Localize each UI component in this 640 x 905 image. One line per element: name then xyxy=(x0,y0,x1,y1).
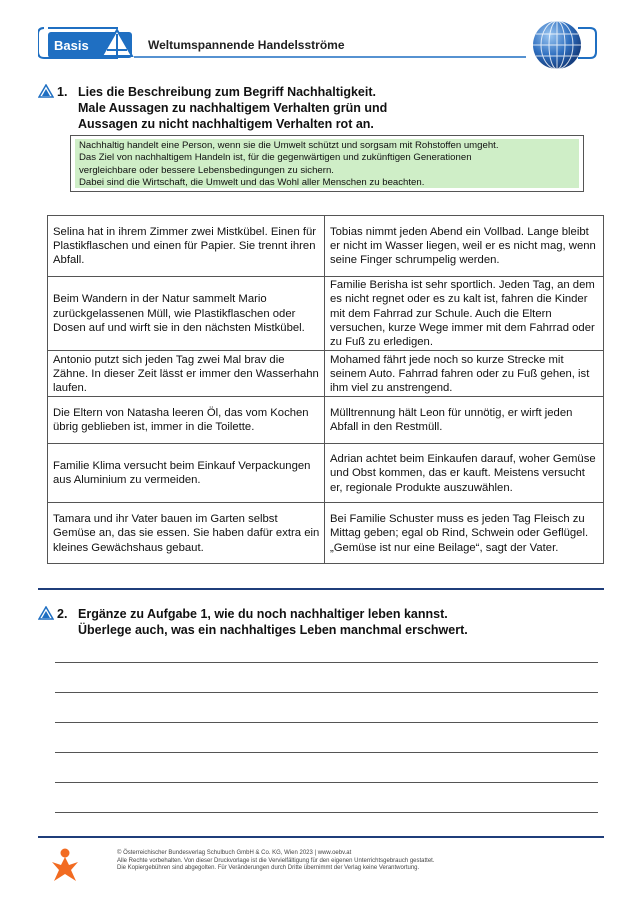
answer-line[interactable] xyxy=(55,692,598,693)
task-1-instructions xyxy=(78,84,598,132)
footer-divider xyxy=(38,836,604,838)
statement-cell[interactable]: Familie Klima versucht beim Einkauf Verpackungen aus Aluminium zu vermeiden. xyxy=(48,444,325,503)
answer-line[interactable] xyxy=(55,722,598,723)
statement-cell[interactable]: Mohamed fährt jede noch so kurze Strecke mit seinem Auto. Fahrrad fahren oder zu Fuß gehen, ist ihm viel zu anstrengend. xyxy=(325,351,604,397)
footer-line: © Österreichischer Bundesverlag Schulbuch GmbH & Co. KG, Wien 2023 | www.oebv.at xyxy=(117,850,352,856)
definition-line: Das Ziel von nachhaltigem Handeln ist, für die gegenwärtigen und zukünftigen Generationen xyxy=(79,152,472,164)
statement-cell[interactable]: Mülltrennung hält Leon für unnötig, er wirft jeden Abfall in den Restmüll. xyxy=(325,397,604,444)
task-1-number: 1. xyxy=(57,85,68,99)
table-row xyxy=(48,444,604,503)
definition-box xyxy=(70,135,584,192)
statement-cell[interactable]: Adrian achtet beim Einkaufen darauf, woher Gemüse und Obst kommen, das er kauft. Meistens versucht er, regionale Produkte auszuwählen. xyxy=(325,444,604,503)
answer-line[interactable] xyxy=(55,662,598,663)
answer-line[interactable] xyxy=(55,752,598,753)
definition-text xyxy=(75,139,579,188)
difficulty-triangle-icon xyxy=(38,84,54,98)
statement-cell[interactable]: Bei Familie Schuster muss es jeden Tag Fleisch zu Mittag geben; egal ob Rind, Schwein oder Geflügel. „Gemüse ist nur eine Beilage“, sagt der Vater. xyxy=(325,503,604,564)
definition-line: Dabei sind die Wirtschaft, die Umwelt und das Wohl aller Menschen zu beachten. xyxy=(79,176,425,188)
task-line: Ergänze zu Aufgabe 1, wie du noch nachhaltiger leben kannst. xyxy=(78,607,448,621)
basis-triangle-icon xyxy=(100,28,134,58)
task-2-instructions xyxy=(78,606,598,638)
task-2-number: 2. xyxy=(57,607,68,621)
statement-cell[interactable]: Selina hat in ihrem Zimmer zwei Mistkübel. Einen für Plastikflaschen und einen für Papier. Sie trennt ihren Abfall. xyxy=(48,216,325,277)
publisher-logo-icon xyxy=(50,848,80,884)
answer-line[interactable] xyxy=(55,812,598,813)
table-row xyxy=(48,277,604,351)
globe-icon xyxy=(531,19,583,71)
statement-cell[interactable]: Beim Wandern in der Natur sammelt Mario zurückgelassenen Müll, wie Plastikflaschen oder Dosen auf und wirft sie in den nächsten Mistkübel. xyxy=(48,277,325,351)
statement-cell[interactable]: Tamara und ihr Vater bauen im Garten selbst Gemüse an, das sie essen. Sie haben dafür extra ein kleines Gewächshaus gebaut. xyxy=(48,503,325,564)
footer-line: Die Kopiergebühren sind abgegolten. Für Veränderungen durch Dritte übernimmt der Verlag keine Verantwortung. xyxy=(117,865,420,872)
table-row xyxy=(48,503,604,564)
statement-cell[interactable]: Antonio putzt sich jeden Tag zwei Mal brav die Zähne. In dieser Zeit lässt er immer den Wasserhahn laufen. xyxy=(48,351,325,397)
statement-cell[interactable]: Tobias nimmt jeden Abend ein Vollbad. Lange bleibt er nicht im Wasser liegen, weil er es nicht mag, wenn seine Finger schrumpelig werden. xyxy=(325,216,604,277)
footer-line: Alle Rechte vorbehalten. Von dieser Druckvorlage ist die Vervielfältigung für den eigenen Unterrichtsgebrauch gestattet. xyxy=(117,857,435,864)
definition-line: vergleichbare oder bessere Lebensbedingungen zu sichern. xyxy=(79,164,334,176)
table-row xyxy=(48,351,604,397)
task-line: Lies die Beschreibung zum Begriff Nachhaltigkeit. xyxy=(78,85,376,99)
section-divider xyxy=(38,588,604,590)
task-line: Aussagen zu nicht nachhaltigem Verhalten rot an. xyxy=(78,117,374,131)
table-row xyxy=(48,397,604,444)
level-badge-label: Basis xyxy=(54,38,89,53)
table-row xyxy=(48,216,604,277)
page-title: Weltumspannende Handelsströme xyxy=(148,38,345,52)
statement-cell[interactable]: Familie Berisha ist sehr sportlich. Jeden Tag, an dem es nicht regnet oder es zu kalt ist, fahren die Kinder mit dem Fahrrad zur Schule. Auch die Eltern versuchen, kurze Wege immer mit dem Fahrrad oder zu Fuß zu erledigen. xyxy=(325,277,604,351)
footer-copyright xyxy=(117,850,435,873)
statement-cell[interactable]: Die Eltern von Natasha leeren Öl, das vom Kochen übrig geblieben ist, immer in die Toilette. xyxy=(48,397,325,444)
statements-table xyxy=(47,215,604,564)
task-line: Male Aussagen zu nachhaltigem Verhalten grün und xyxy=(78,101,388,115)
task-line: Überlege auch, was ein nachhaltiges Leben manchmal erschwert. xyxy=(78,623,468,637)
difficulty-triangle-icon xyxy=(38,606,54,620)
answer-line[interactable] xyxy=(55,782,598,783)
definition-line: Nachhaltig handelt eine Person, wenn sie die Umwelt schützt und sorgsam mit Rohstoffen umgeht. xyxy=(79,140,499,151)
